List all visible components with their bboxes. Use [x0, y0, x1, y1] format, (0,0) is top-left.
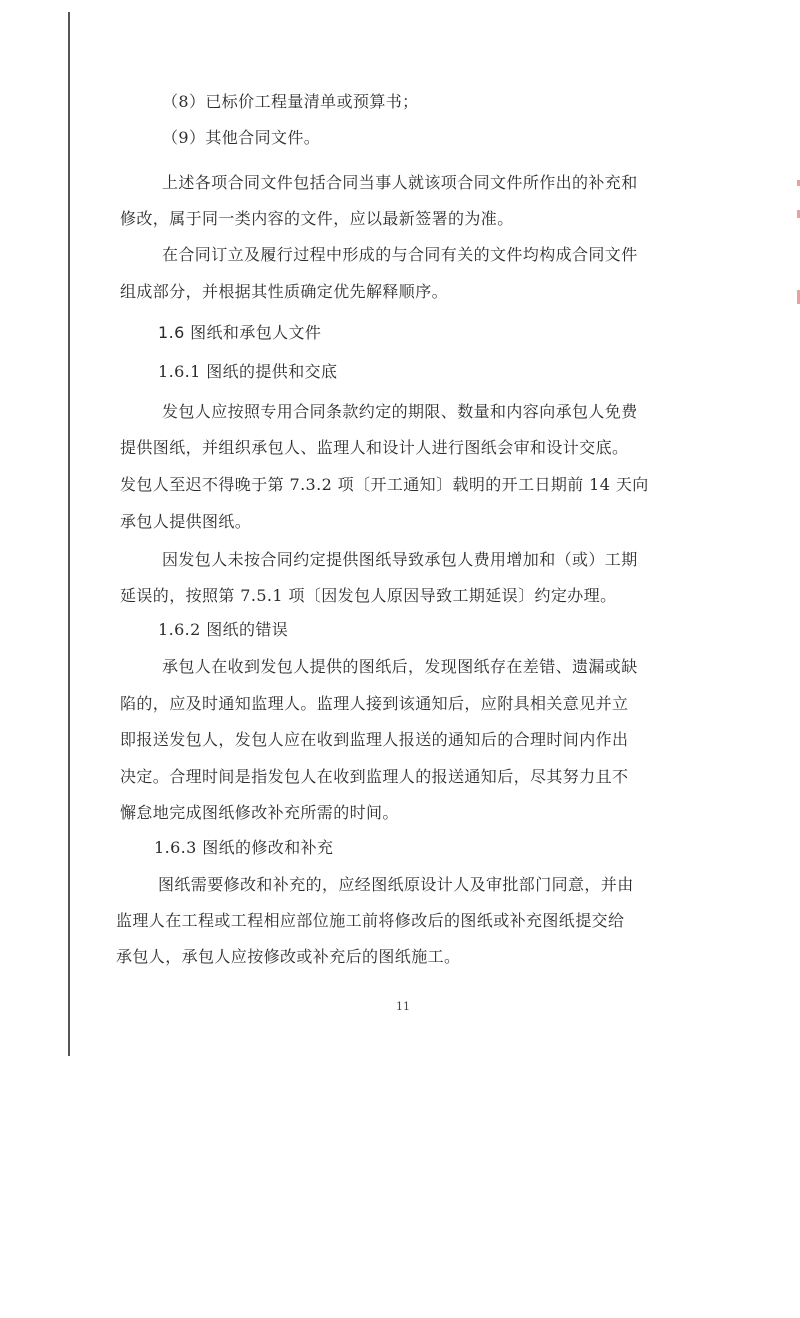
paragraph-line: 组成部分，并根据其性质确定优先解释顺序。 [120, 282, 449, 301]
paragraph-line: 承包人在收到发包人提供的图纸后，发现图纸存在差错、遗漏或缺 [162, 657, 638, 676]
list-item-9: （9）其他合同文件。 [162, 128, 321, 147]
paragraph-line: 上述各项合同文件包括合同当事人就该项合同文件所作出的补充和 [162, 173, 638, 192]
paragraph-line: 发包人应按照专用合同条款约定的期限、数量和内容向承包人免费 [162, 402, 638, 421]
page-number: 11 [396, 1000, 410, 1013]
subsection-heading-1-6-1: 1.6.1 图纸的提供和交底 [158, 362, 338, 381]
paragraph-line: 即报送发包人，发包人应在收到监理人报送的通知后的合理时间内作出 [120, 730, 629, 749]
subsection-heading-1-6-2: 1.6.2 图纸的错误 [158, 620, 289, 639]
list-item-8: （8）已标价工程量清单或预算书； [162, 92, 419, 111]
paragraph-line: 监理人在工程或工程相应部位施工前将修改后的图纸或补充图纸提交给 [116, 911, 625, 930]
paragraph-line: 因发包人未按合同约定提供图纸导致承包人费用增加和（或）工期 [162, 550, 638, 569]
section-heading-1-6: 1.6 图纸和承包人文件 [158, 323, 322, 342]
binding-margin-line [68, 12, 70, 1056]
paragraph-line: 陷的，应及时通知监理人。监理人接到该通知后，应附具相关意见并立 [120, 694, 629, 713]
paragraph-line: 决定。合理时间是指发包人在收到监理人的报送通知后，尽其努力且不 [120, 767, 629, 786]
paragraph-line: 承包人提供图纸。 [120, 512, 252, 531]
paragraph-line: 延误的，按照第 7.5.1 项〔因发包人原因导致工期延误〕约定办理。 [120, 586, 617, 605]
paragraph-line: 发包人至迟不得晚于第 7.3.2 项〔开工通知〕载明的开工日期前 14 天向 [120, 475, 649, 494]
subsection-heading-1-6-3: 1.6.3 图纸的修改和补充 [154, 838, 334, 857]
paragraph-line: 在合同订立及履行过程中形成的与合同有关的文件均构成合同文件 [162, 245, 638, 264]
paragraph-line: 提供图纸，并组织承包人、监理人和设计人进行图纸会审和设计交底。 [120, 438, 629, 457]
paragraph-line: 懈怠地完成图纸修改补充所需的时间。 [120, 803, 399, 822]
paragraph-line: 承包人，承包人应按修改或补充后的图纸施工。 [116, 947, 461, 966]
paragraph-line: 图纸需要修改和补充的，应经图纸原设计人及审批部门同意，并由 [158, 875, 634, 894]
paragraph-line: 修改，属于同一类内容的文件，应以最新签署的为准。 [120, 209, 514, 228]
